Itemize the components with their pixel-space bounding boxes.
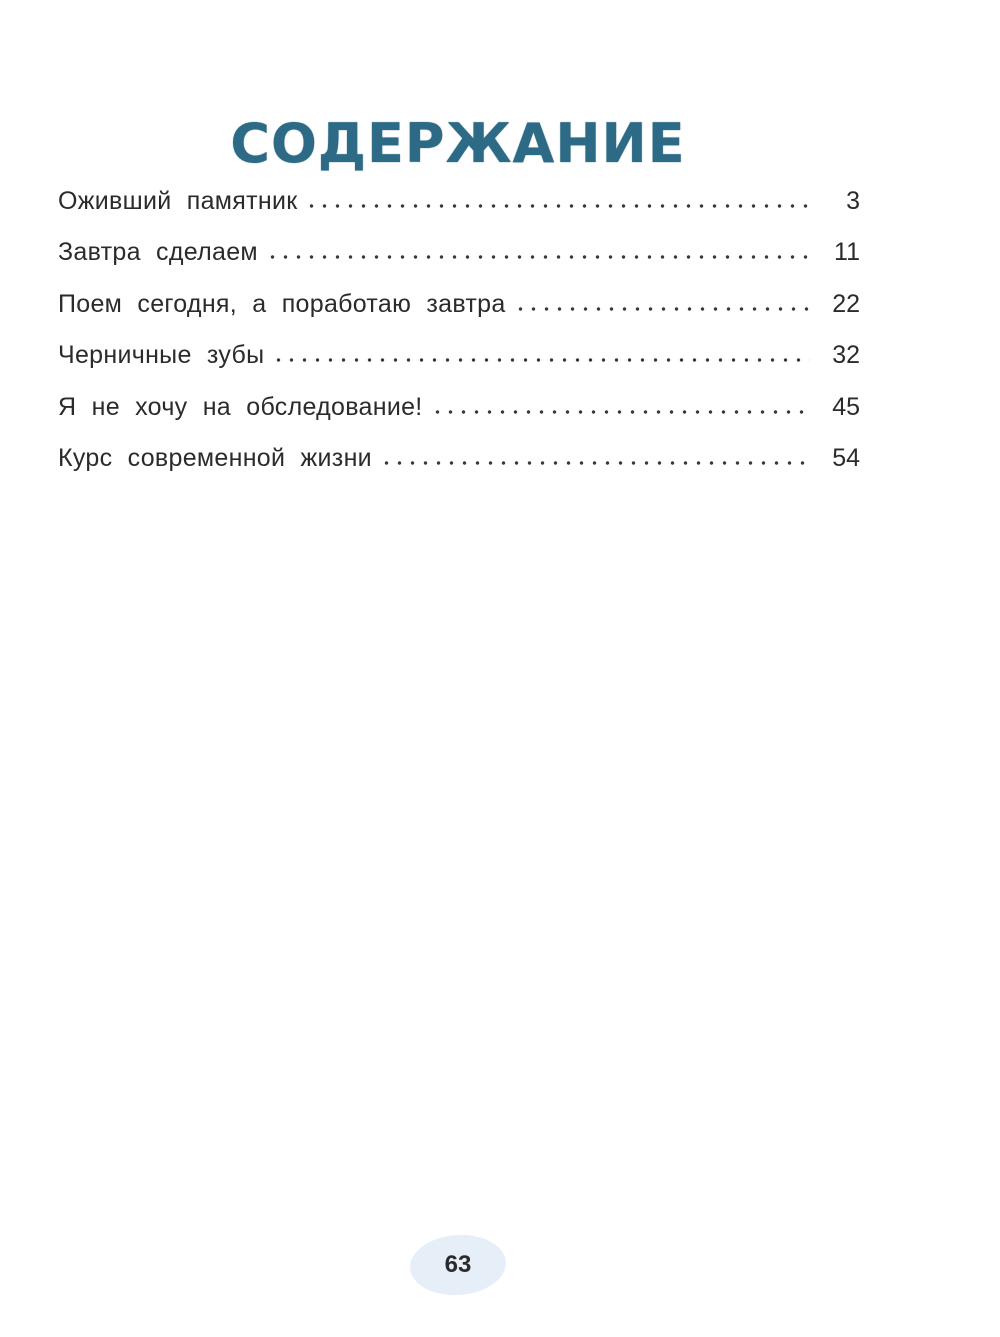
toc-entry-page: 3 bbox=[846, 187, 860, 215]
toc-entry bbox=[58, 231, 860, 282]
dot-leader bbox=[305, 203, 810, 209]
toc-entry bbox=[58, 386, 860, 437]
toc-entry bbox=[58, 180, 860, 231]
toc-entry bbox=[58, 334, 860, 385]
toc-entry-title: Черничные зубы bbox=[58, 341, 265, 370]
toc-entry-title: Оживший памятник bbox=[58, 187, 298, 215]
toc-entry-title: Поем сегодня, а поработаю завтра bbox=[58, 289, 506, 318]
dot-leader bbox=[272, 357, 810, 363]
dot-leader bbox=[266, 254, 810, 260]
toc-entry-title: Я не хочу на обследование! bbox=[58, 392, 423, 421]
toc-entry-page: 22 bbox=[832, 289, 860, 318]
toc-entry-title: Курс современной жизни bbox=[58, 443, 372, 472]
dot-leader bbox=[431, 409, 810, 415]
toc-entry bbox=[58, 437, 860, 488]
toc-entry-page: 32 bbox=[832, 341, 860, 370]
page-number: 63 bbox=[444, 1251, 472, 1278]
toc-entry-page: 45 bbox=[832, 392, 860, 421]
dot-leader bbox=[380, 460, 810, 466]
toc-entry bbox=[58, 283, 860, 334]
dot-leader bbox=[514, 306, 810, 312]
page-title: СОДЕРЖАНИЕ bbox=[230, 112, 686, 176]
toc-entry-page: 54 bbox=[832, 443, 860, 472]
toc-entry-page: 11 bbox=[834, 238, 860, 267]
table-of-contents bbox=[58, 180, 860, 488]
toc-entry-title: Завтра сделаем bbox=[58, 238, 258, 267]
